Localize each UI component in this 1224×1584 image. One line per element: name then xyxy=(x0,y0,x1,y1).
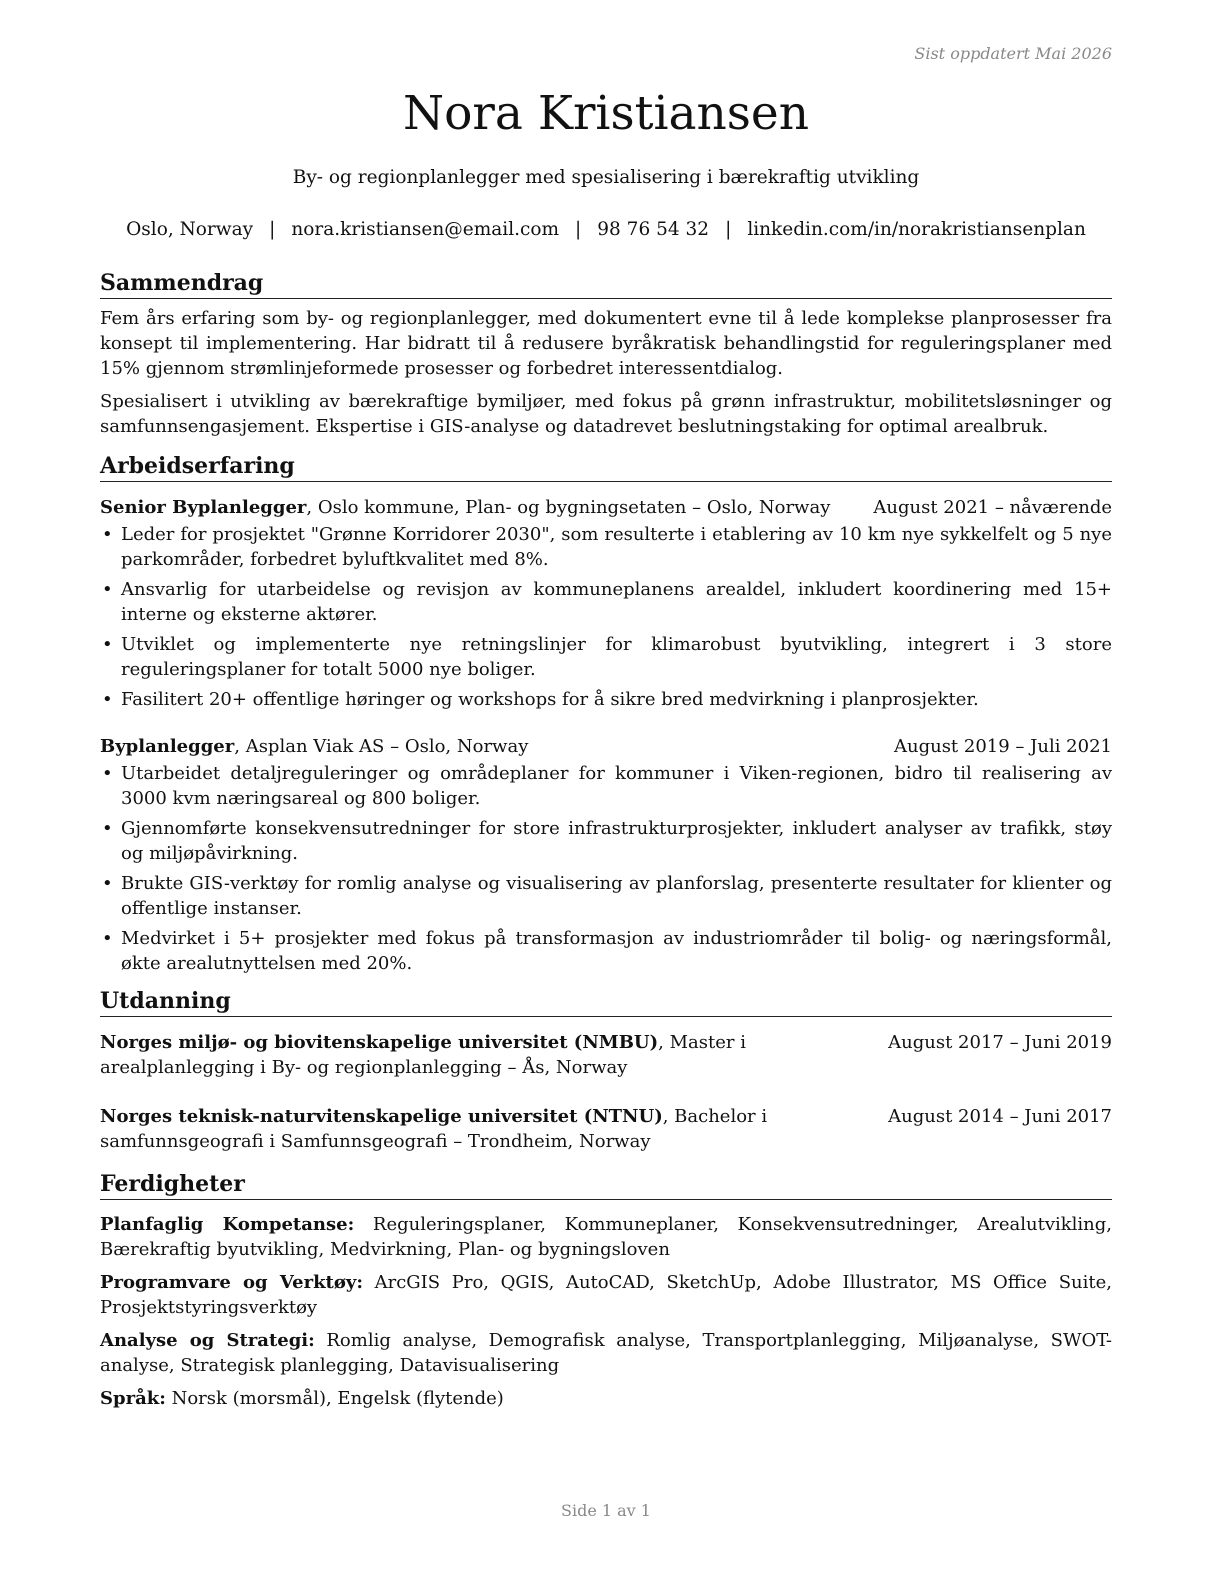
section-title-summary: Sammendrag xyxy=(100,268,1112,299)
resume-page xyxy=(100,0,1112,1584)
job-header xyxy=(100,495,1112,520)
bullet-icon: • xyxy=(102,634,113,655)
education-item xyxy=(100,1030,1112,1080)
linkedin-link[interactable]: linkedin.com/in/norakristiansenplan xyxy=(747,219,1086,240)
list-item: • Brukte GIS-verktøy for romlig analyse og visualisering av planforslag, presenterte resultater for klienter og offentlige instanser. xyxy=(102,873,1112,919)
degree: , Master i arealplanlegging i By- og regionplanlegging – Ås, Norway xyxy=(100,1032,746,1078)
skill-label: Analyse og Strategi: xyxy=(100,1330,315,1351)
school-name: Norges teknisk-naturvitenskapelige universitet (NTNU) xyxy=(100,1106,663,1127)
skill-group xyxy=(100,1270,1112,1320)
education-dates: August 2017 – Juni 2019 xyxy=(888,1032,1112,1053)
list-item: • Utarbeidet detaljreguleringer og områdeplaner for kommuner i Viken-regionen, bidro til realisering av 3000 kvm næringsareal og 800 boliger. xyxy=(102,763,1112,809)
person-name: Nora Kristiansen xyxy=(403,86,809,141)
job-bullets xyxy=(100,761,1112,976)
list-item: • Leder for prosjektet "Grønne Korridorer 2030", som resulterte i etablering av 10 km nye sykkelfelt og 5 nye parkområder, forbedret byluftkvalitet med 8%. xyxy=(102,524,1112,570)
job-title-line xyxy=(100,495,830,520)
list-item: • Gjennomførte konsekvensutredninger for store infrastrukturprosjekter, inkludert analyser av trafikk, støy og miljøpåvirkning. xyxy=(102,818,1112,864)
skill-text: Norsk (morsmål), Engelsk (flytende) xyxy=(165,1388,504,1409)
job-org: , Asplan Viak AS – Oslo, Norway xyxy=(234,736,529,757)
education-dates: August 2014 – Juni 2017 xyxy=(888,1106,1112,1127)
skill-group xyxy=(100,1328,1112,1378)
job-role: Senior Byplanlegger xyxy=(100,497,307,518)
degree: , Bachelor i samfunnsgeografi i Samfunnsgeografi – Trondheim, Norway xyxy=(100,1106,768,1152)
bullet-icon: • xyxy=(102,579,113,600)
bullet-icon: • xyxy=(102,524,113,545)
job-header xyxy=(100,734,1112,759)
skill-text: Reguleringsplaner, Kommuneplaner, Konsekvensutredninger, Arealutvikling, Bærekraftig byutvikling, Medvirkning, Plan- og bygningsloven xyxy=(100,1214,1113,1260)
page-number: Side 1 av 1 xyxy=(561,1501,651,1520)
section-title-education: Utdanning xyxy=(100,986,1112,1017)
list-item: • Fasilitert 20+ offentlige høringer og workshops for å sikre bred medvirkning i planprosjekter. xyxy=(102,689,979,710)
separator: | xyxy=(725,219,732,240)
skill-group xyxy=(100,1212,1112,1262)
job-title-line xyxy=(100,734,528,759)
summary-paragraph: Spesialisert i utvikling av bærekraftige bymiljøer, med fokus på grønn infrastruktur, mobilitetsløsninger og samfunnsengasjement. Ekspertise i GIS-analyse og datadrevet beslutningstaking for optimal arealbruk. xyxy=(100,391,1112,437)
job-org: , Oslo kommune, Plan- og bygningsetaten – Oslo, Norway xyxy=(306,497,831,518)
list-item: • Ansvarlig for utarbeidelse og revisjon av kommuneplanens arealdel, inkludert koordinering med 15+ interne og eksterne aktører. xyxy=(102,579,1112,625)
skill-label: Språk: xyxy=(100,1388,166,1409)
last-updated: Sist oppdatert Mai 2026 xyxy=(914,44,1112,63)
separator: | xyxy=(575,219,582,240)
contact-line xyxy=(100,219,1112,240)
separator: | xyxy=(269,219,276,240)
skill-label: Programvare og Verktøy: xyxy=(100,1272,363,1293)
education-item xyxy=(100,1104,1112,1154)
school-name: Norges miljø- og biovitenskapelige universitet (NMBU) xyxy=(100,1032,659,1053)
skill-group xyxy=(100,1386,1112,1411)
summary-paragraph: Fem års erfaring som by- og regionplanlegger, med dokumentert evne til å lede komplekse planprosesser fra konsept til implementering. Har bidratt til å redusere byråkratisk behandlingstid for reguleringsplaner med 15% gjennom strømlinjeformede prosesser og forbedret interessentdialog. xyxy=(100,308,1112,379)
job-bullets xyxy=(100,522,1112,712)
email-link[interactable]: nora.kristiansen@email.com xyxy=(291,219,560,240)
bullet-icon: • xyxy=(102,689,113,710)
skill-text: Romlig analyse, Demografisk analyse, Transportplanlegging, Miljøanalyse, SWOT-analyse, Strategisk planlegging, Datavisualisering xyxy=(100,1330,1112,1376)
bullet-icon: • xyxy=(102,818,113,839)
list-item: • Utviklet og implementerte nye retningslinjer for klimarobust byutvikling, integrert i 3 store reguleringsplaner for totalt 5000 nye boliger. xyxy=(102,634,1112,680)
job-role: Byplanlegger xyxy=(100,736,235,757)
tagline: By- og regionplanlegger med spesialisering i bærekraftig utvikling xyxy=(292,167,920,188)
job-dates: August 2021 – nåværende xyxy=(873,497,1112,518)
location: Oslo, Norway xyxy=(126,219,254,240)
bullet-icon: • xyxy=(102,763,113,784)
section-title-skills: Ferdigheter xyxy=(100,1169,1112,1200)
section-title-experience: Arbeidserfaring xyxy=(100,451,1112,482)
skill-label: Planfaglig Kompetanse: xyxy=(100,1214,355,1235)
list-item: • Medvirket i 5+ prosjekter med fokus på transformasjon av industriområder til bolig- og næringsformål, økte arealutnyttelsen med 20%. xyxy=(102,928,1112,974)
bullet-icon: • xyxy=(102,873,113,894)
skill-text: ArcGIS Pro, QGIS, AutoCAD, SketchUp, Adobe Illustrator, MS Office Suite, Prosjektstyringsverktøy xyxy=(100,1272,1112,1318)
resume-content xyxy=(100,268,1112,1411)
phone: 98 76 54 32 xyxy=(597,219,710,240)
bullet-icon: • xyxy=(102,928,113,949)
job-dates: August 2019 – Juli 2021 xyxy=(893,736,1112,757)
